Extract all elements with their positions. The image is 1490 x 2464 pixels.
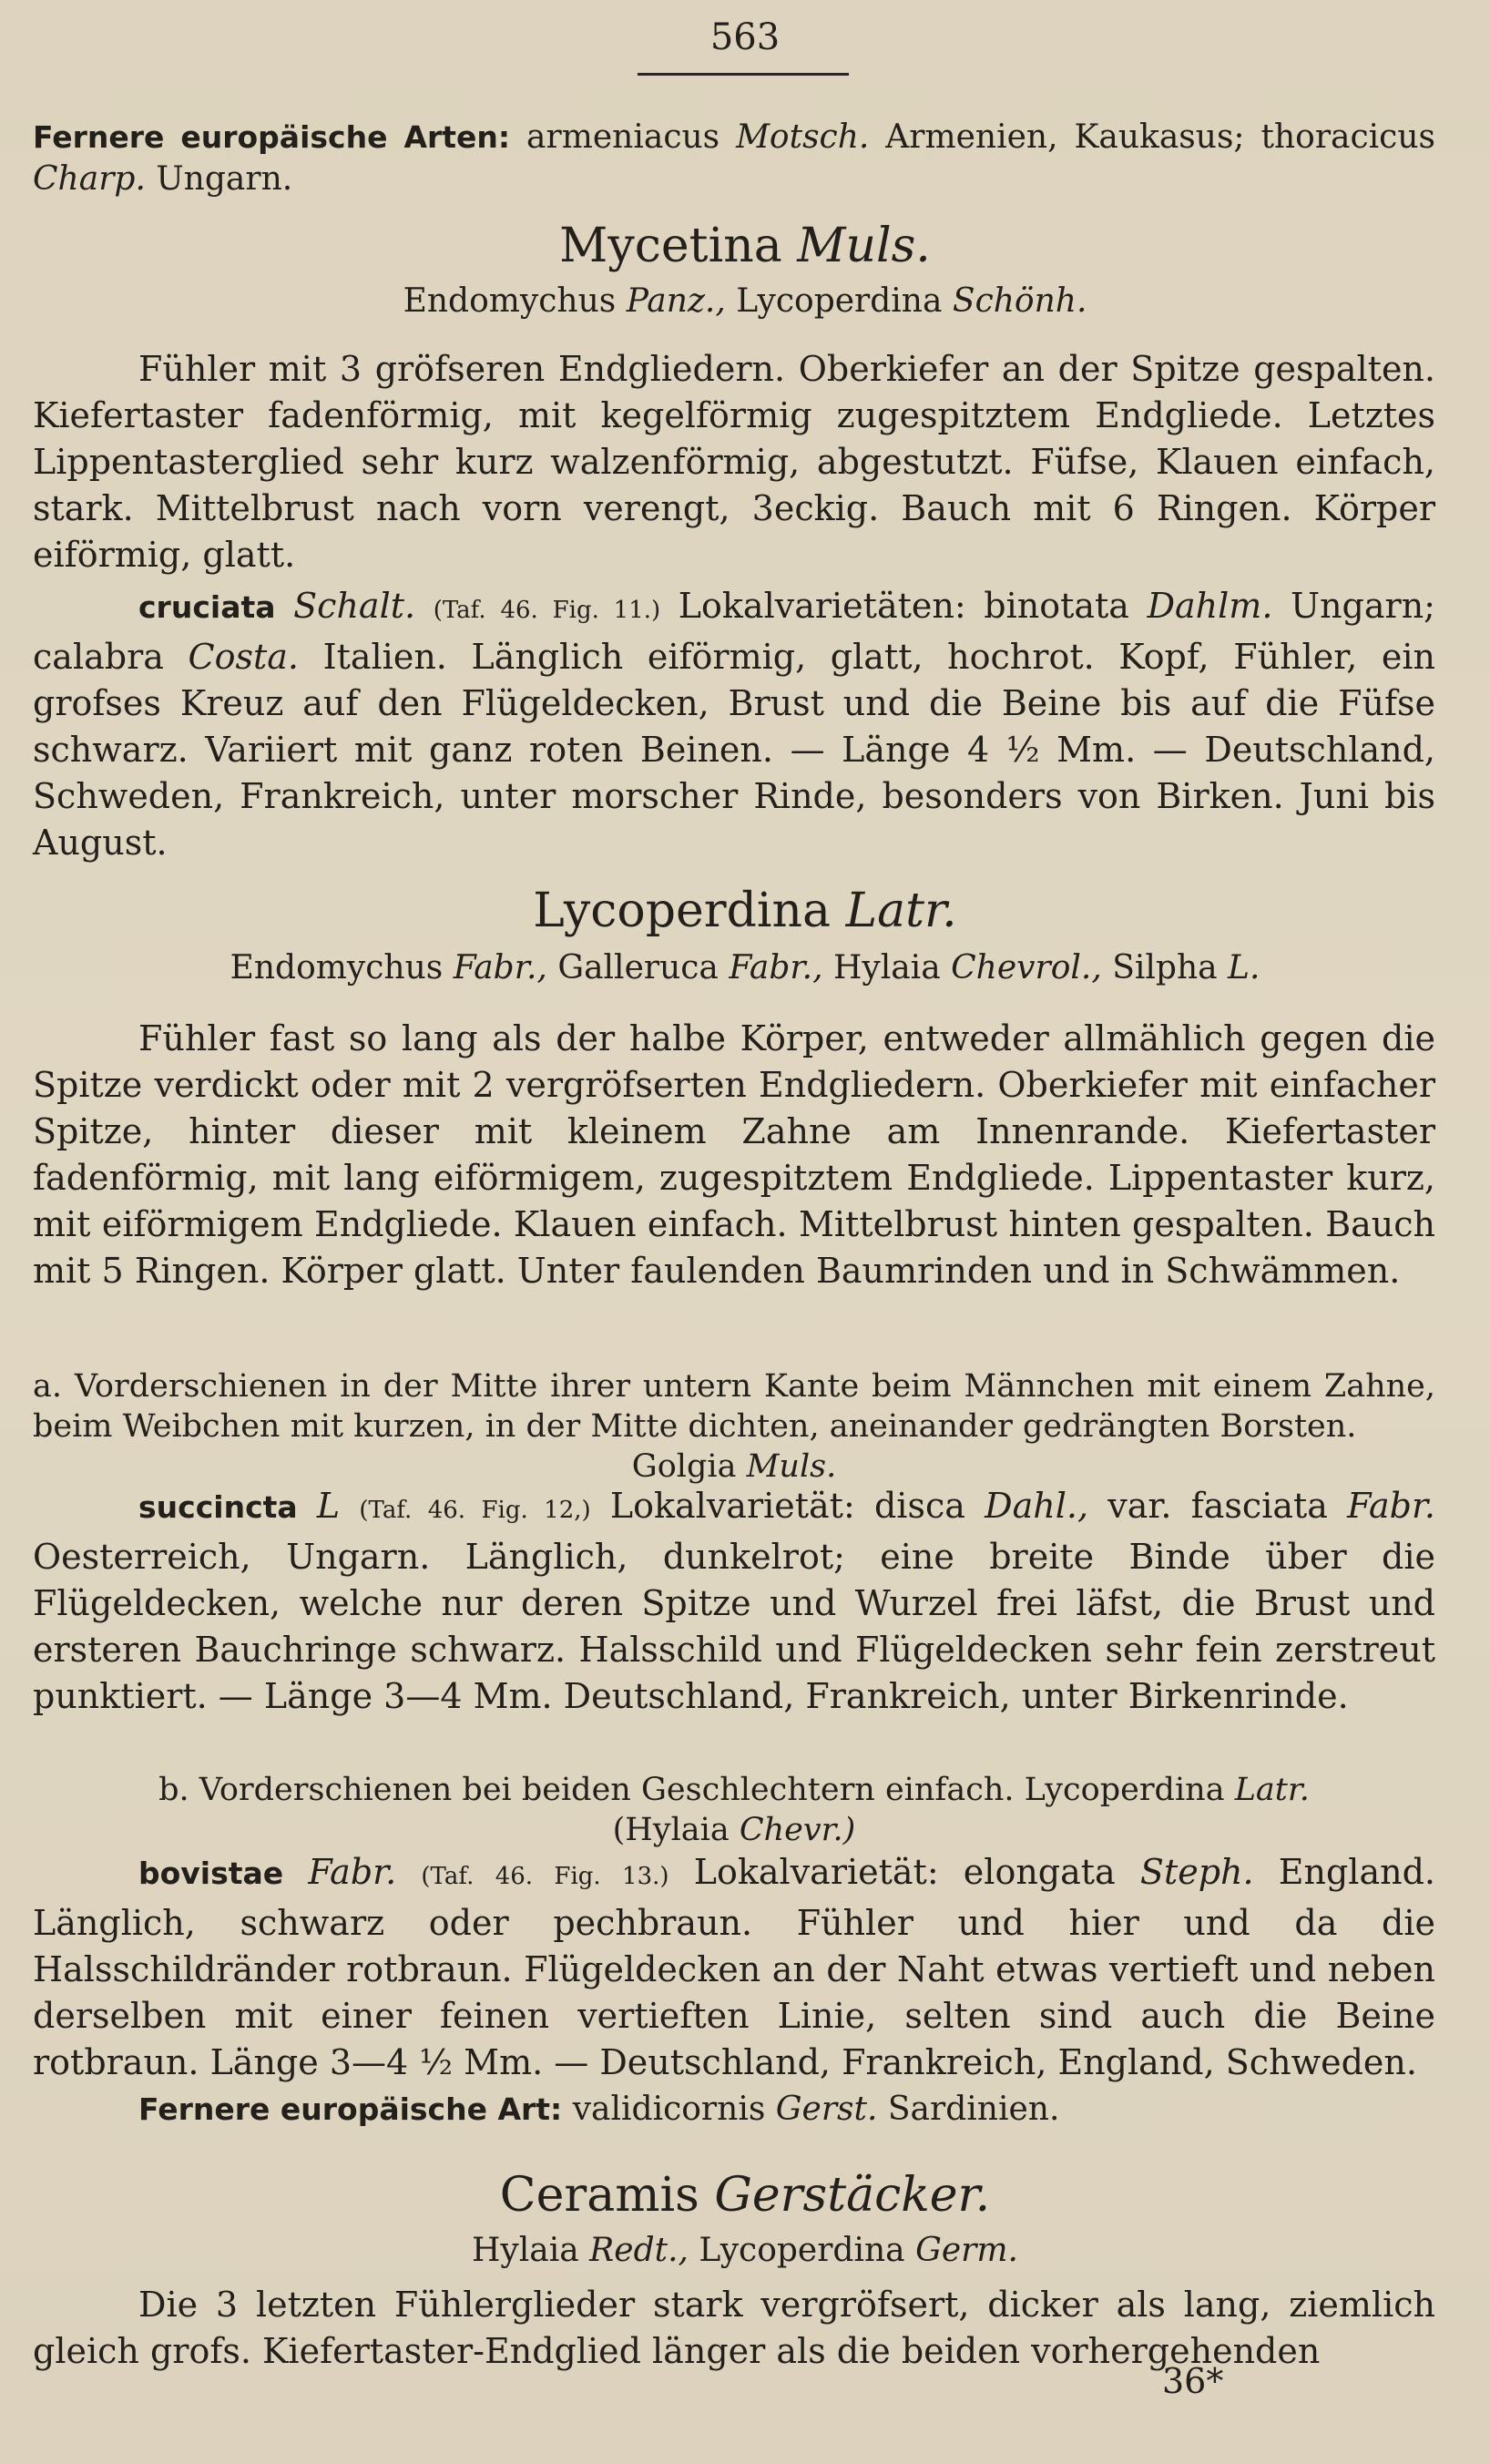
key-b: b. Vorderschienen bei beiden Geschlechtern einfach. Lycoperdina Latr. (Hylaia Chevr.) xyxy=(158,1772,1310,1848)
species-name: succincta xyxy=(138,1489,298,1525)
other-species-lycoperdina: Fernere europäische Art: validicornis Gerst. Sardinien. xyxy=(138,2091,1060,2128)
species-entry-bovistae: bovistae Fabr. (Taf. 46. Fig. 13.) Lokalvarietät: elongata Steph. England. Länglich, schwarz oder pechbraun. Fühler und hier und da die Halsschildränder rotbraun. Flügeldecken an der Naht etwas vertieft und neben derselben mit einer feinen vertieften Linie, selten sind auch die Beine rotbraun. Länge 3—4 ½ Mm. — Deutschland, Frankreich, England, Schweden. xyxy=(33,1852,1435,2082)
intro-paragraph: Fernere europäische Arten: armeniacus Motsch. Armenien, Kaukasus; thoracicus Charp. Ungarn. xyxy=(33,118,1435,198)
signature-mark: 36* xyxy=(1162,2361,1224,2401)
other-species-label: Fernere europäische Art: xyxy=(138,2091,563,2127)
synonyms-ceramis: Hylaia Redt., Lycoperdina Germ. xyxy=(472,2232,1018,2269)
species-entry-cruciata: cruciata Schalt. (Taf. 46. Fig. 11.) Lokalvarietäten: binotata Dahlm. Ungarn; calabra Costa. Italien. Länglich eiförmig, glatt, hochrot. Kopf, Fühler, ein grofses Kreuz auf den Flügeldecken, Brust und die Beine bis auf die Füfse schwarz. Variiert mit ganz roten Beinen. — Länge 4 ½ Mm. — Deutschland, Schweden, Frankreich, unter morscher Rinde, besonders von Birken. Juni bis August. xyxy=(33,586,1435,863)
genus-heading-lycoperdina: Lycoperdina Latr. xyxy=(533,884,957,938)
page-number: 563 xyxy=(709,16,781,58)
key-a-genus: Golgia Muls. xyxy=(631,1448,837,1485)
genus-heading-ceramis: Ceramis Gerstäcker. xyxy=(499,2168,991,2223)
genus-description-lycoperdina: Fühler fast so lang als der halbe Körper, entweder allmählich gegen die Spitze verdickt oder mit 2 vergröfserten Endgliedern. Oberkiefer mit einfacher Spitze, hinter dieser mit kleinem Zahne am Innenrande. Kiefertaster fadenförmig, mit lang eiförmigem, zugespitztem Endgliede. Lippentaster kurz, mit eiförmigem Endgliede. Klauen einfach. Mittelbrust hinten gespalten. Bauch mit 5 Ringen. Körper glatt. Unter faulenden Baumrinden und in Schwämmen. xyxy=(33,1018,1435,1291)
species-name: bovistae xyxy=(138,1856,284,1891)
genus-heading-mycetina: Mycetina Muls. xyxy=(559,219,931,273)
species-name: cruciata xyxy=(138,589,276,625)
species-entry-succincta: succincta L (Taf. 46. Fig. 12,) Lokalvarietät: disca Dahl., var. fasciata Fabr. Oesterreich, Ungarn. Länglich, dunkelrot; eine breite Binde über die Flügeldecken, welche nur deren Spitze und Wurzel frei läfst, die Brust und ersteren Bauchringe schwarz. Halsschild und Flügeldecken sehr fein zerstreut punktiert. — Länge 3—4 Mm. Deutschland, Frankreich, unter Birkenrinde. xyxy=(33,1486,1436,1716)
page-number-rule xyxy=(638,73,849,76)
synonyms-mycetina: Endomychus Panz., Lycoperdina Schönh. xyxy=(403,282,1087,320)
synonyms-lycoperdina: Endomychus Fabr., Galleruca Fabr., Hylaia Chevrol., Silpha L. xyxy=(230,949,1260,987)
key-a: a. Vorderschienen in der Mitte ihrer untern Kante beim Männchen mit einem Zahne, beim Weibchen mit kurzen, in der Mitte dichten, aneinander gedrängten Borsten. Golgia Muls. xyxy=(33,1368,1435,1485)
genus-description-mycetina: Fühler mit 3 gröfseren Endgliedern. Oberkiefer an der Spitze gespalten. Kiefertaster fadenförmig, mit kegelförmig zugespitztem Endgliede. Letztes Lippentasterglied sehr kurz walzenförmig, abgestutzt. Füfse, Klauen einfach, stark. Mittelbrust nach vorn verengt, 3eckig. Bauch mit 6 Ringen. Körper eiförmig, glatt. xyxy=(33,349,1435,575)
genus-description-ceramis: Die 3 letzten Fühlerglieder stark vergröfsert, dicker als lang, ziemlich gleich grofs. Kiefertaster-Endglied länger als die beiden vorhergehenden xyxy=(33,2285,1435,2371)
intro-label: Fernere europäische Arten: xyxy=(33,119,511,155)
